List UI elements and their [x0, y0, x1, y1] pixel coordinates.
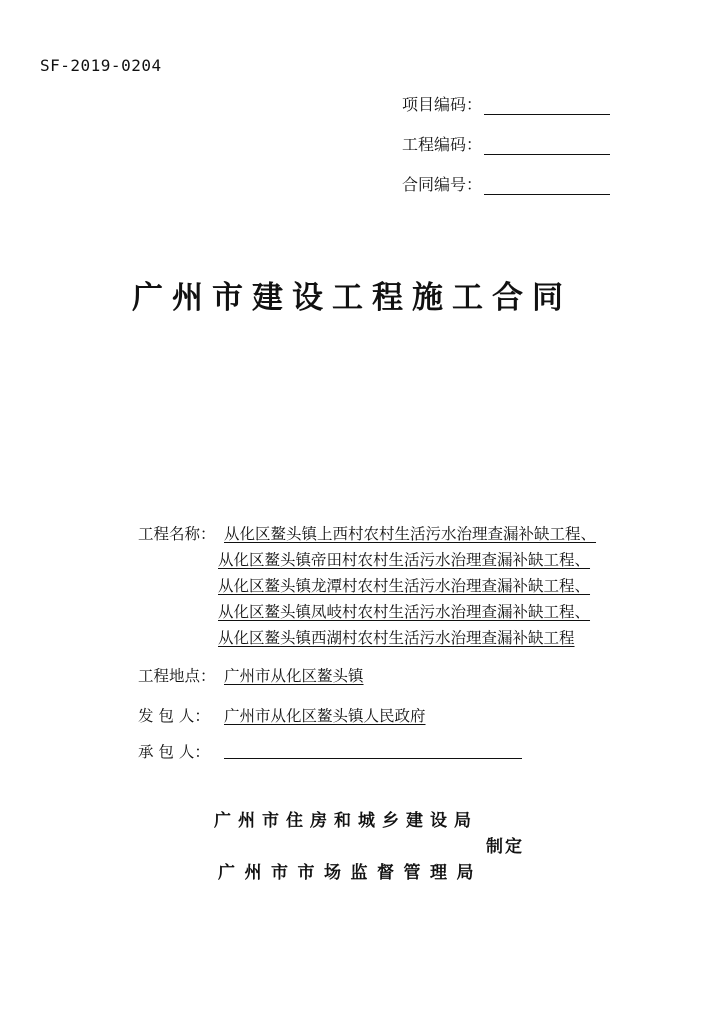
contract-title: 广州市建设工程施工合同 [132, 280, 572, 316]
contractor-field[interactable] [224, 758, 522, 759]
employer-label: 发 包 人： [138, 707, 210, 725]
location-value: 广州市从化区鳌头镇 [224, 667, 364, 685]
project-name-label: 工程名称： [138, 525, 216, 543]
engineering-code-row [402, 132, 610, 155]
location-label: 工程地点： [138, 667, 216, 685]
project-name-line-2: 从化区鳌头镇帝田村农村生活污水治理查漏补缺工程、 [218, 551, 591, 569]
contract-number-row [402, 172, 610, 195]
made-by-label: 制定 [486, 837, 524, 857]
engineering-code-label: 工程编码： [402, 135, 483, 154]
contractor-label: 承 包 人： [138, 743, 210, 761]
issuer-housing-bureau: 广州市住房和城乡建设局 [214, 811, 478, 831]
contract-number-label: 合同编号： [402, 175, 483, 194]
engineering-code-field[interactable] [484, 138, 610, 155]
project-name-line-4: 从化区鳌头镇凤岐村农村生活污水治理查漏补缺工程、 [218, 603, 591, 621]
issuer-market-bureau: 广州市市场监督管理局 [218, 863, 483, 883]
document-code: SF-2019-0204 [40, 56, 162, 75]
project-name-line-5: 从化区鳌头镇西湖村农村生活污水治理查漏补缺工程 [218, 629, 575, 647]
employer-value: 广州市从化区鳌头镇人民政府 [224, 707, 426, 725]
contract-number-field[interactable] [484, 178, 610, 195]
project-code-field[interactable] [484, 98, 610, 115]
project-code-row [402, 92, 610, 115]
project-name-line-3: 从化区鳌头镇龙潭村农村生活污水治理查漏补缺工程、 [218, 577, 591, 595]
project-code-label: 项目编码： [402, 95, 483, 114]
project-name-line-1: 从化区鳌头镇上西村农村生活污水治理查漏补缺工程、 [224, 525, 597, 543]
